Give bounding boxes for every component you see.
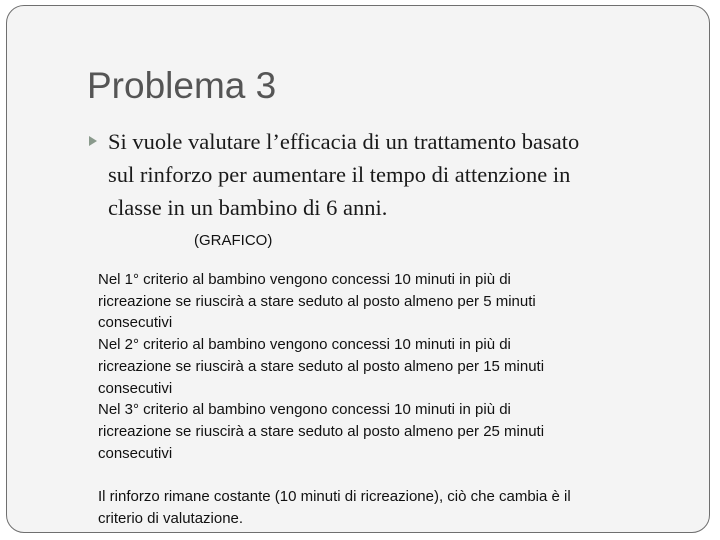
graph-placeholder: (GRAFICO) (194, 232, 273, 249)
criteria-line: Nel 2° criterio al bambino vengono concessi 10 minuti in più di (98, 336, 511, 354)
slide-title: Problema 3 (87, 65, 277, 106)
bullet-text (108, 125, 668, 224)
criteria-line: ricreazione se riuscirà a stare seduto al posto almeno per 15 minuti (98, 357, 545, 375)
criteria-line: consecutivi (98, 379, 173, 397)
criteria-text (98, 269, 698, 464)
slide-frame (6, 5, 710, 533)
conclusion-text (98, 486, 698, 529)
triangle-bullet-icon (89, 136, 97, 146)
criteria-line: Nel 3° criterio al bambino vengono concessi 10 minuti in più di (98, 401, 511, 419)
bullet-line: classe in un bambino di 6 anni. (108, 195, 388, 220)
criteria-line: Nel 1° criterio al bambino vengono concessi 10 minuti in più di (98, 271, 511, 288)
bullet-line: sul rinforzo per aumentare il tempo di attenzione in (108, 162, 571, 187)
conclusion-line: Il rinforzo rimane costante (10 minuti di ricreazione), ciò che cambia è il (98, 488, 571, 505)
criteria-line: consecutivi (98, 444, 173, 462)
bullet-line: Si vuole valutare l’efficacia di un trattamento basato (108, 129, 580, 154)
conclusion-line: criterio di valutazione. (98, 509, 244, 527)
criteria-line: ricreazione se riuscirà a stare seduto al posto almeno per 25 minuti (98, 422, 545, 440)
criteria-line: ricreazione se riuscirà a stare seduto al posto almeno per 5 minuti (98, 292, 536, 310)
criteria-line: consecutivi (98, 314, 173, 332)
